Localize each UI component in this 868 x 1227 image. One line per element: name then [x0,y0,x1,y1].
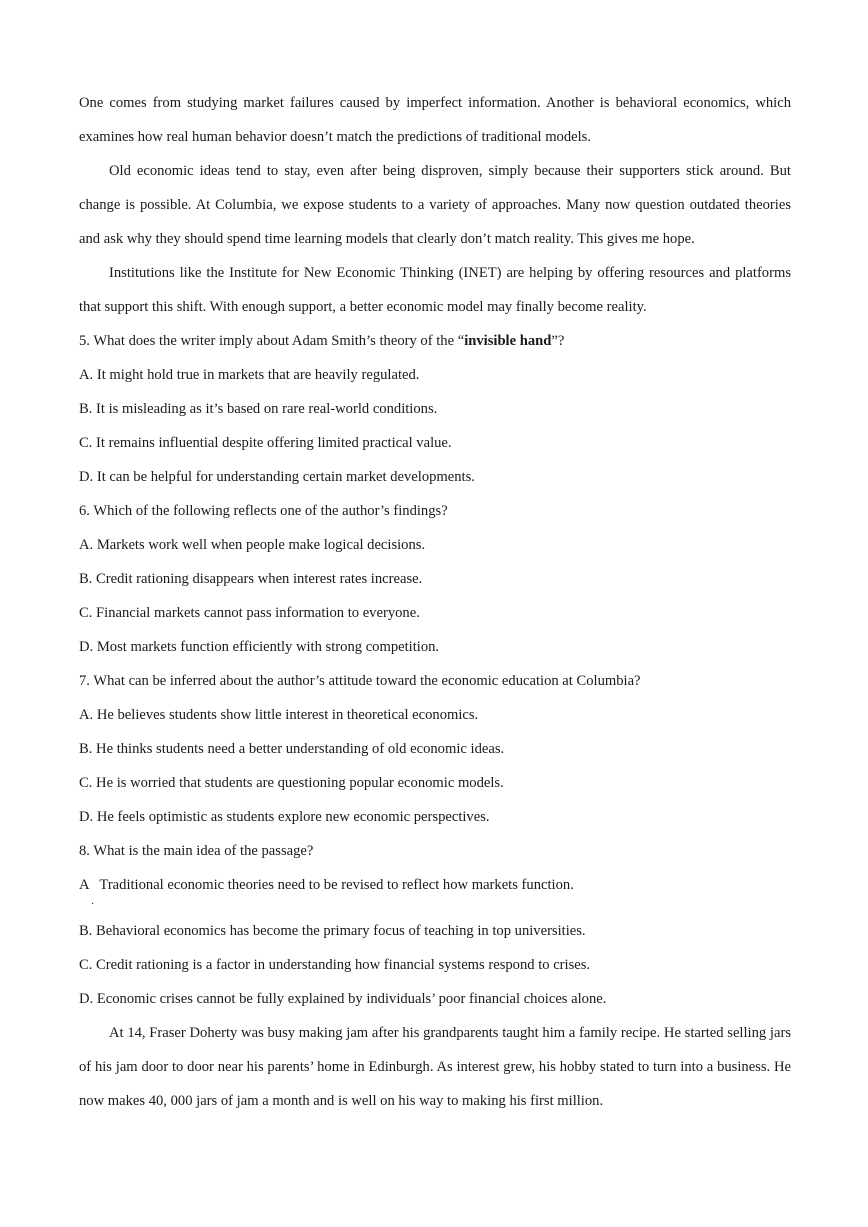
question-8-option-d: D. Economic crises cannot be fully explained by individuals’ poor financial choices alone. [79,991,607,1007]
question-6-option-a: A. Markets work well when people make logical decisions. [79,537,426,553]
question-7-option-d: D. He feels optimistic as students explore new economic perspectives. [79,809,490,825]
question-5-option-c: C. It remains influential despite offering limited practical value. [79,435,452,451]
question-5-option-d: D. It can be helpful for understanding certain market developments. [79,469,475,485]
question-8-stem: 8. What is the main idea of the passage? [79,843,314,859]
question-7-option-a: A. He believes students show little interest in theoretical economics. [79,707,479,723]
question-5-option-b: B. It is misleading as it’s based on rare real-world conditions. [79,401,438,417]
question-8-option-c: C. Credit rationing is a factor in understanding how financial systems respond to crises. [79,957,591,973]
passage-paragraph-2: Old economic ideas tend to stay, even after being disproven, simply because their supporters stick around. But change is possible. At Columbia, we expose students to a variety of approaches. Many now question outdated theories and ask why they should spend time learning models that clearly don’t match reality. This gives me hope. [79,163,791,247]
question-5-option-a: A. It might hold true in markets that are heavily regulated. [79,367,420,383]
question-5 [79,324,791,494]
question-6 [79,494,791,664]
question-5-stem-end: ”? [551,333,565,349]
question-8 [79,834,791,1016]
passage-paragraph-1: One comes from studying market failures caused by imperfect information. Another is behavioral economics, which examines how real human behavior doesn’t match the predictions of traditional models. [79,95,791,145]
document-page [79,86,791,1118]
question-7 [79,664,791,834]
passage-paragraph-3: Institutions like the Institute for New Economic Thinking (INET) are helping by offering resources and platforms that support this shift. With enough support, a better economic model may finally become reality. [79,265,791,315]
stray-mark: · [91,899,95,910]
question-7-option-b: B. He thinks students need a better understanding of old economic ideas. [79,741,505,757]
question-6-option-b: B. Credit rationing disappears when interest rates increase. [79,571,423,587]
question-7-option-c: C. He is worried that students are questioning popular economic models. [79,775,504,791]
question-5-stem-bold: invisible hand [464,333,552,349]
question-8-option-b: B. Behavioral economics has become the primary focus of teaching in top universities. [79,923,586,939]
question-5-stem-text: 5. What does the writer imply about Adam Smith’s theory of the “ [79,333,465,349]
next-passage-paragraph-1: At 14, Fraser Doherty was busy making jam after his grandparents taught him a family recipe. He started selling jars of his jam door to door near his parents’ home in Edinburgh. As interest grew, his hobby stated to turn into a business. He now makes 40, 000 jars of jam a month and is well on his way to making his first million. [79,1025,791,1109]
question-5-stem [79,324,791,358]
question-6-stem: 6. Which of the following reflects one of the author’s findings? [79,503,448,519]
question-8-option-a-wrap [79,868,791,914]
question-6-option-c: C. Financial markets cannot pass information to everyone. [79,605,420,621]
question-8-option-a: A Traditional economic theories need to be revised to reflect how markets function. [79,877,574,893]
question-7-stem: 7. What can be inferred about the author’s attitude toward the economic education at Columbia? [79,673,641,689]
question-6-option-d: D. Most markets function efficiently with strong competition. [79,639,440,655]
